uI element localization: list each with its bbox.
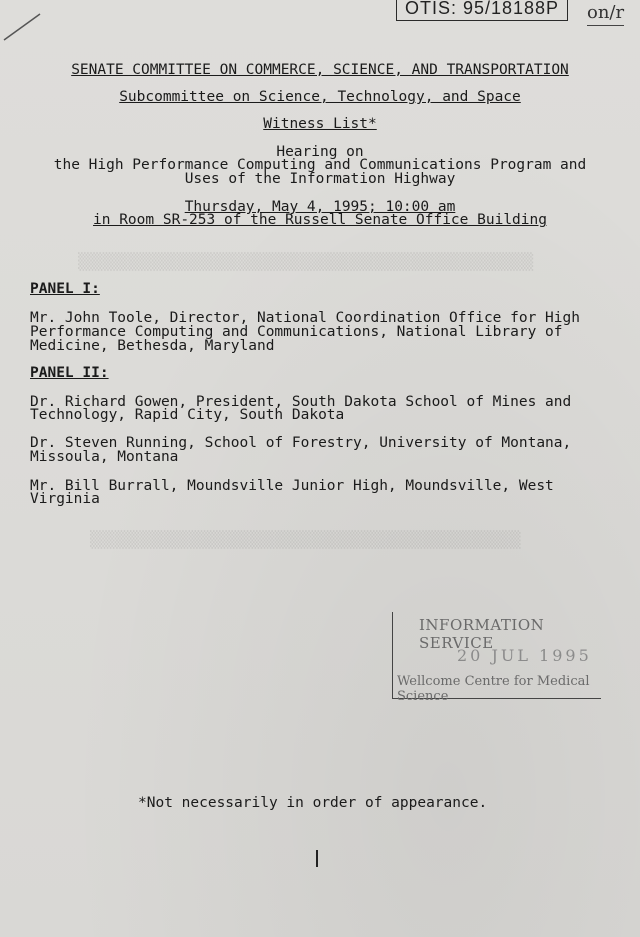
bleed-through: ▒▒▒▒▒▒▒▒▒▒▒▒▒▒▒▒▒▒▒▒▒▒▒▒▒▒▒▒▒▒▒▒▒▒▒: [90, 530, 521, 549]
stamp-date: 20 JUL 1995: [457, 646, 592, 665]
handwritten-code: on/r: [587, 2, 624, 26]
witness-line: Mr. Bill Burrall, Moundsville Junior High, Moundsville, West: [30, 478, 554, 494]
reference-stamp: OTIS: 95/18188P: [396, 0, 568, 21]
committee-heading: SENATE COMMITTEE ON COMMERCE, SCIENCE, AND TRANSPORTATION: [71, 62, 569, 78]
panel-label: PANEL I:: [30, 281, 100, 297]
witness-line: Dr. Steven Running, School of Forestry, University of Montana,: [30, 435, 572, 451]
hearing-line-3: Uses of the Information Highway: [184, 171, 456, 187]
witness-line: Virginia: [30, 491, 100, 507]
receipt-stamp: [392, 612, 601, 704]
subcommittee-heading: Subcommittee on Science, Technology, and Space: [119, 89, 521, 105]
footnote: *Not necessarily in order of appearance.: [138, 795, 488, 811]
hearing-line-2: the High Performance Computing and Communications Program and: [53, 157, 587, 173]
pen-mark: [2, 10, 44, 42]
witness-list-title: Witness List*: [263, 116, 377, 132]
witness-line: Dr. Richard Gowen, President, South Dakota School of Mines and: [30, 394, 572, 410]
witness-line: Medicine, Bethesda, Maryland: [30, 338, 275, 354]
panel-label: PANEL II:: [30, 365, 109, 381]
hearing-location: in Room SR-253 of the Russell Senate Office Building: [93, 212, 547, 228]
stamp-service: INFORMATION SERVICE: [419, 616, 545, 652]
stamp-organization: Wellcome Centre for Medical Science: [397, 674, 590, 704]
witness-line: Performance Computing and Communications, National Library of: [30, 324, 563, 340]
pen-stroke: [316, 850, 318, 867]
witness-line: Missoula, Montana: [30, 449, 179, 465]
witness-line: Technology, Rapid City, South Dakota: [30, 407, 345, 423]
witness-line: Mr. John Toole, Director, National Coordination Office for High: [30, 310, 580, 326]
bleed-through: ▒▒▒▒▒▒▒▒▒▒▒▒▒▒▒▒▒▒▒▒▒▒▒▒▒▒▒▒▒▒▒▒▒▒▒▒▒: [78, 252, 534, 271]
hearing-line-1: Hearing on: [276, 144, 364, 160]
hearing-date: Thursday, May 4, 1995; 10:00 am: [184, 199, 456, 215]
